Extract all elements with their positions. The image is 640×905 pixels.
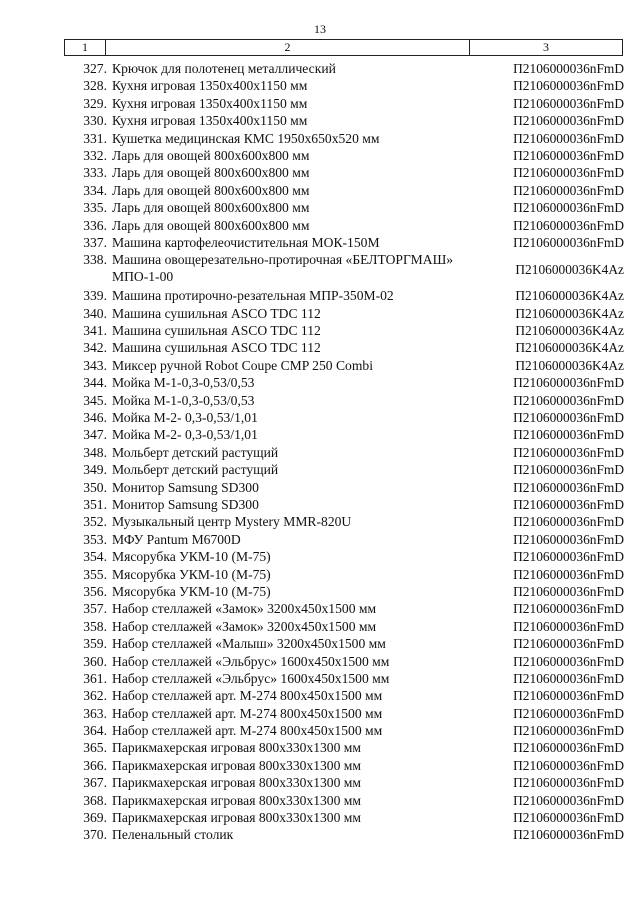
- item-name: Ларь для овощей 800x600x800 мм: [112, 147, 310, 163]
- row-number: 344.: [83, 375, 107, 391]
- inventory-code: П2106000036nFmD: [513, 583, 624, 599]
- table-row: [64, 809, 624, 826]
- inventory-code: П2106000036nFmD: [513, 217, 624, 233]
- table-header: [64, 39, 623, 56]
- inventory-code: П2106000036K4Az: [515, 288, 624, 304]
- inventory-code: П2106000036nFmD: [513, 392, 624, 408]
- table-row: [64, 199, 624, 216]
- inventory-code: П2106000036nFmD: [513, 78, 624, 94]
- item-name: Машина сушильная ASCO TDC 112: [112, 305, 321, 321]
- inventory-code: П2106000036nFmD: [513, 601, 624, 617]
- inventory-code: П2106000036nFmD: [513, 566, 624, 582]
- row-number: 359.: [83, 636, 107, 652]
- item-name: Крючок для полотенец металлический: [112, 61, 336, 76]
- inventory-code: П2106000036nFmD: [513, 182, 624, 198]
- inventory-code: П2106000036nFmD: [513, 61, 624, 76]
- inventory-code: П2106000036nFmD: [513, 200, 624, 216]
- table-row: [64, 531, 624, 548]
- table-row: [64, 705, 624, 722]
- table-row: [64, 583, 624, 600]
- row-number: 368.: [83, 792, 107, 808]
- table-row: [64, 374, 624, 391]
- inventory-code: П2106000036K4Az: [515, 262, 624, 278]
- row-number: 364.: [83, 723, 107, 739]
- item-name: Миксер ручной Robot Coupe CMP 250 Combi: [112, 357, 373, 373]
- table-row: [64, 496, 624, 513]
- table-row: [64, 234, 624, 251]
- item-name: Машина сушильная ASCO TDC 112: [112, 340, 321, 356]
- table-row: [64, 739, 624, 756]
- table-row: [64, 670, 624, 687]
- inventory-code: П2106000036nFmD: [513, 95, 624, 111]
- row-number: 338.: [83, 252, 107, 268]
- row-number: 331.: [83, 130, 107, 146]
- table-row: [64, 461, 624, 478]
- item-name: Кухня игровая 1350x400x1150 мм: [112, 113, 308, 129]
- item-name: Ларь для овощей 800x600x800 мм: [112, 200, 310, 216]
- table-row: [64, 513, 624, 530]
- inventory-code: П2106000036nFmD: [513, 705, 624, 721]
- row-number: 349.: [83, 462, 107, 478]
- item-name: Набор стеллажей «Замок» 3200x450x1500 мм: [112, 601, 377, 617]
- row-number: 358.: [83, 618, 107, 634]
- table-row: [64, 792, 624, 809]
- row-number: 333.: [83, 165, 107, 181]
- item-name: Набор стеллажей «Малыш» 3200x450x1500 мм: [112, 636, 386, 652]
- item-name: Кухня игровая 1350x400x1150 мм: [112, 95, 308, 111]
- row-number: 356.: [83, 583, 107, 599]
- table-row: [64, 339, 624, 356]
- table-row: [64, 217, 624, 234]
- inventory-code: П2106000036nFmD: [513, 130, 624, 146]
- item-name: Парикмахерская игровая 800x330x1300 мм: [112, 810, 362, 826]
- inventory-code: П2106000036nFmD: [513, 444, 624, 460]
- item-name: МФУ Pantum M6700D: [112, 531, 241, 547]
- item-name: Парикмахерская игровая 800x330x1300 мм: [112, 792, 362, 808]
- inventory-code: П2106000036nFmD: [513, 618, 624, 634]
- table-row: [64, 635, 624, 652]
- inventory-code: П2106000036nFmD: [513, 653, 624, 669]
- row-number: 348.: [83, 444, 107, 460]
- item-name: Машина картофелеочистительная МОК-150М: [112, 234, 380, 250]
- item-name: Набор стеллажей «Эльбрус» 1600x450x1500 мм: [112, 653, 390, 669]
- inventory-code: П2106000036nFmD: [513, 531, 624, 547]
- row-number: 369.: [83, 810, 107, 826]
- row-number: 362.: [83, 688, 107, 704]
- inventory-code: П2106000036K4Az: [515, 305, 624, 321]
- row-number: 342.: [83, 340, 107, 356]
- item-name: Мойка М-1-0,3-0,53/0,53: [112, 375, 255, 391]
- inventory-code: П2106000036nFmD: [513, 234, 624, 250]
- item-name: Музыкальный центр Mystery MMR-820U: [112, 514, 352, 530]
- inventory-code: П2106000036nFmD: [513, 810, 624, 826]
- inventory-code: П2106000036nFmD: [513, 636, 624, 652]
- table-row: [64, 305, 624, 322]
- inventory-code: П2106000036nFmD: [513, 147, 624, 163]
- header-col-1: 1: [65, 40, 106, 56]
- table-row: [64, 548, 624, 565]
- inventory-code: П2106000036nFmD: [513, 462, 624, 478]
- row-number: 351.: [83, 496, 107, 512]
- row-number: 360.: [83, 653, 107, 669]
- item-name: Парикмахерская игровая 800x330x1300 мм: [112, 757, 362, 773]
- item-name: Пеленальный столик: [112, 827, 234, 843]
- inventory-code: П2106000036nFmD: [513, 827, 624, 843]
- row-number: 335.: [83, 200, 107, 216]
- inventory-code: П2106000036nFmD: [513, 514, 624, 530]
- item-name: Монитор Samsung SD300: [112, 479, 259, 495]
- header-col-3: 3: [470, 40, 623, 56]
- table-row: [64, 95, 624, 112]
- page-number: 13: [314, 22, 326, 36]
- item-name: Ларь для овощей 800x600x800 мм: [112, 217, 310, 233]
- table-row: [64, 130, 624, 147]
- table-row: [64, 251, 624, 287]
- table-row: [64, 566, 624, 583]
- table-row: [64, 479, 624, 496]
- inventory-code: П2106000036nFmD: [513, 479, 624, 495]
- table-row: [64, 392, 624, 409]
- item-name: Мойка М-2- 0,3-0,53/1,01: [112, 410, 258, 426]
- item-name: Парикмахерская игровая 800x330x1300 мм: [112, 740, 362, 756]
- inventory-code: П2106000036nFmD: [513, 496, 624, 512]
- table-row: [64, 426, 624, 443]
- row-number: 332.: [83, 147, 107, 163]
- row-number: 330.: [83, 113, 107, 129]
- table-row: [64, 409, 624, 426]
- table-row: [64, 322, 624, 339]
- inventory-code: П2106000036nFmD: [513, 723, 624, 739]
- row-number: 328.: [83, 78, 107, 94]
- table-row: [64, 600, 624, 617]
- item-name: Мясорубка УКМ-10 (М-75): [112, 549, 271, 565]
- row-number: 334.: [83, 182, 107, 198]
- inventory-code: П2106000036nFmD: [513, 757, 624, 773]
- row-number: 352.: [83, 514, 107, 530]
- inventory-code: П2106000036K4Az: [515, 340, 624, 356]
- row-number: 329.: [83, 95, 107, 111]
- table-row: [64, 687, 624, 704]
- table-row: [64, 757, 624, 774]
- row-number: 365.: [83, 740, 107, 756]
- item-name: Мойка М-1-0,3-0,53/0,53: [112, 392, 255, 408]
- item-name: Набор стеллажей арт. М-274 800x450x1500 мм: [112, 705, 383, 721]
- item-name: Монитор Samsung SD300: [112, 496, 259, 512]
- row-number: 340.: [83, 305, 107, 321]
- row-number: 339.: [83, 288, 107, 304]
- table-row: [64, 722, 624, 739]
- row-number: 341.: [83, 323, 107, 339]
- row-number: 363.: [83, 705, 107, 721]
- table-row: [64, 60, 624, 77]
- table-row: [64, 287, 624, 304]
- table-row: [64, 357, 624, 374]
- inventory-code: П2106000036nFmD: [513, 427, 624, 443]
- table-row: [64, 653, 624, 670]
- item-name: Набор стеллажей «Замок» 3200x450x1500 мм: [112, 618, 377, 634]
- row-number: 327.: [83, 61, 107, 76]
- row-number: 336.: [83, 217, 107, 233]
- table-row: [64, 444, 624, 461]
- row-number: 370.: [83, 827, 107, 843]
- inventory-code: П2106000036K4Az: [515, 357, 624, 373]
- item-name: Машина сушильная ASCO TDC 112: [112, 323, 321, 339]
- item-name: Мясорубка УКМ-10 (М-75): [112, 566, 271, 582]
- inventory-list: [64, 60, 624, 844]
- row-number: 361.: [83, 670, 107, 686]
- row-number: 353.: [83, 531, 107, 547]
- item-name: Парикмахерская игровая 800x330x1300 мм: [112, 775, 362, 791]
- table-row: [64, 618, 624, 635]
- item-name: Машина овощерезательно-протирочная «БЕЛТОРГМАШ» МПО-1-00: [112, 252, 454, 285]
- table-row: [64, 774, 624, 791]
- row-number: 350.: [83, 479, 107, 495]
- row-number: 347.: [83, 427, 107, 443]
- item-name: Мойка М-2- 0,3-0,53/1,01: [112, 427, 258, 443]
- inventory-code: П2106000036nFmD: [513, 410, 624, 426]
- table-row: [64, 182, 624, 199]
- item-name: Набор стеллажей арт. М-274 800x450x1500 мм: [112, 688, 383, 704]
- inventory-code: П2106000036nFmD: [513, 113, 624, 129]
- item-name: Машина протирочно-резательная МПР-350М-02: [112, 288, 394, 304]
- table-row: [64, 147, 624, 164]
- table-row: [64, 77, 624, 94]
- inventory-code: П2106000036nFmD: [513, 375, 624, 391]
- row-number: 343.: [83, 357, 107, 373]
- row-number: 355.: [83, 566, 107, 582]
- inventory-code: П2106000036nFmD: [513, 775, 624, 791]
- row-number: 337.: [83, 234, 107, 250]
- item-name: Ларь для овощей 800x600x800 мм: [112, 165, 310, 181]
- inventory-code: П2106000036nFmD: [513, 670, 624, 686]
- row-number: 354.: [83, 549, 107, 565]
- item-name: Набор стеллажей арт. М-274 800x450x1500 мм: [112, 723, 383, 739]
- inventory-code: П2106000036nFmD: [513, 549, 624, 565]
- item-name: Мольберт детский растущий: [112, 444, 279, 460]
- item-name: Кушетка медицинская КМС 1950x650x520 мм: [112, 130, 380, 146]
- item-name: Набор стеллажей «Эльбрус» 1600x450x1500 мм: [112, 670, 390, 686]
- row-number: 345.: [83, 392, 107, 408]
- inventory-code: П2106000036nFmD: [513, 740, 624, 756]
- item-name: Мольберт детский растущий: [112, 462, 279, 478]
- item-name: Мясорубка УКМ-10 (М-75): [112, 583, 271, 599]
- table-row: [64, 112, 624, 129]
- inventory-code: П2106000036nFmD: [513, 688, 624, 704]
- row-number: 366.: [83, 757, 107, 773]
- item-name: Ларь для овощей 800x600x800 мм: [112, 182, 310, 198]
- inventory-code: П2106000036K4Az: [515, 323, 624, 339]
- header-col-2: 2: [106, 40, 470, 56]
- inventory-code: П2106000036nFmD: [513, 792, 624, 808]
- table-row: [64, 164, 624, 181]
- row-number: 346.: [83, 410, 107, 426]
- row-number: 367.: [83, 775, 107, 791]
- row-number: 357.: [83, 601, 107, 617]
- item-name: Кухня игровая 1350x400x1150 мм: [112, 78, 308, 94]
- inventory-code: П2106000036nFmD: [513, 165, 624, 181]
- table-row: [64, 826, 624, 843]
